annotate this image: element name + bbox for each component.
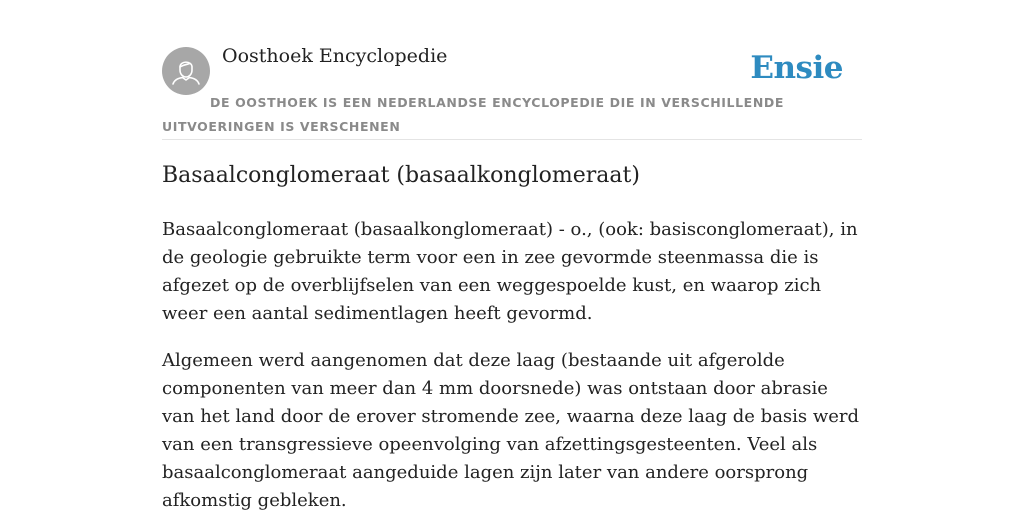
article-paragraph: Algemeen werd aangenomen dat deze laag (bestaande uit afgerolde componenten van meer dan 4 mm doorsnede) was ontstaan door abrasie van het land door de erover stromende zee, waarna deze laag de basis werd van een transgressieve opeenvolging van afzettingsgesteenten. Veel als basaalconglomeraat aangeduide lagen zijn later van andere oorsprong afkomstig gebleken. [162, 350, 860, 511]
site-logo[interactable]: Ensie [750, 50, 843, 86]
article-paragraph: Basaalconglomeraat (basaalkonglomeraat) - o., (ook: basisconglomeraat), in de geologie gebruikte term voor een in zee gevormde steenmassa die is afgezet op de overblijfselen van een weggespoelde kust, en waarop zich weer een aantal sedimentlagen heeft gevormd. [162, 219, 858, 324]
user-icon [162, 47, 210, 95]
content-column [162, 0, 862, 511]
header [162, 0, 862, 140]
article-title: Basaalconglomeraat (basaalkonglomeraat) [162, 163, 640, 188]
article-body [162, 216, 862, 512]
avatar[interactable] [162, 47, 210, 95]
author-link[interactable]: Oosthoek Encyclopedie [222, 45, 448, 67]
author-tagline: DE OOSTHOEK IS EEN NEDERLANDSE ENCYCLOPEDIE DIE IN VERSCHILLENDE UITVOERINGEN IS VERSCHENEN [162, 95, 784, 134]
